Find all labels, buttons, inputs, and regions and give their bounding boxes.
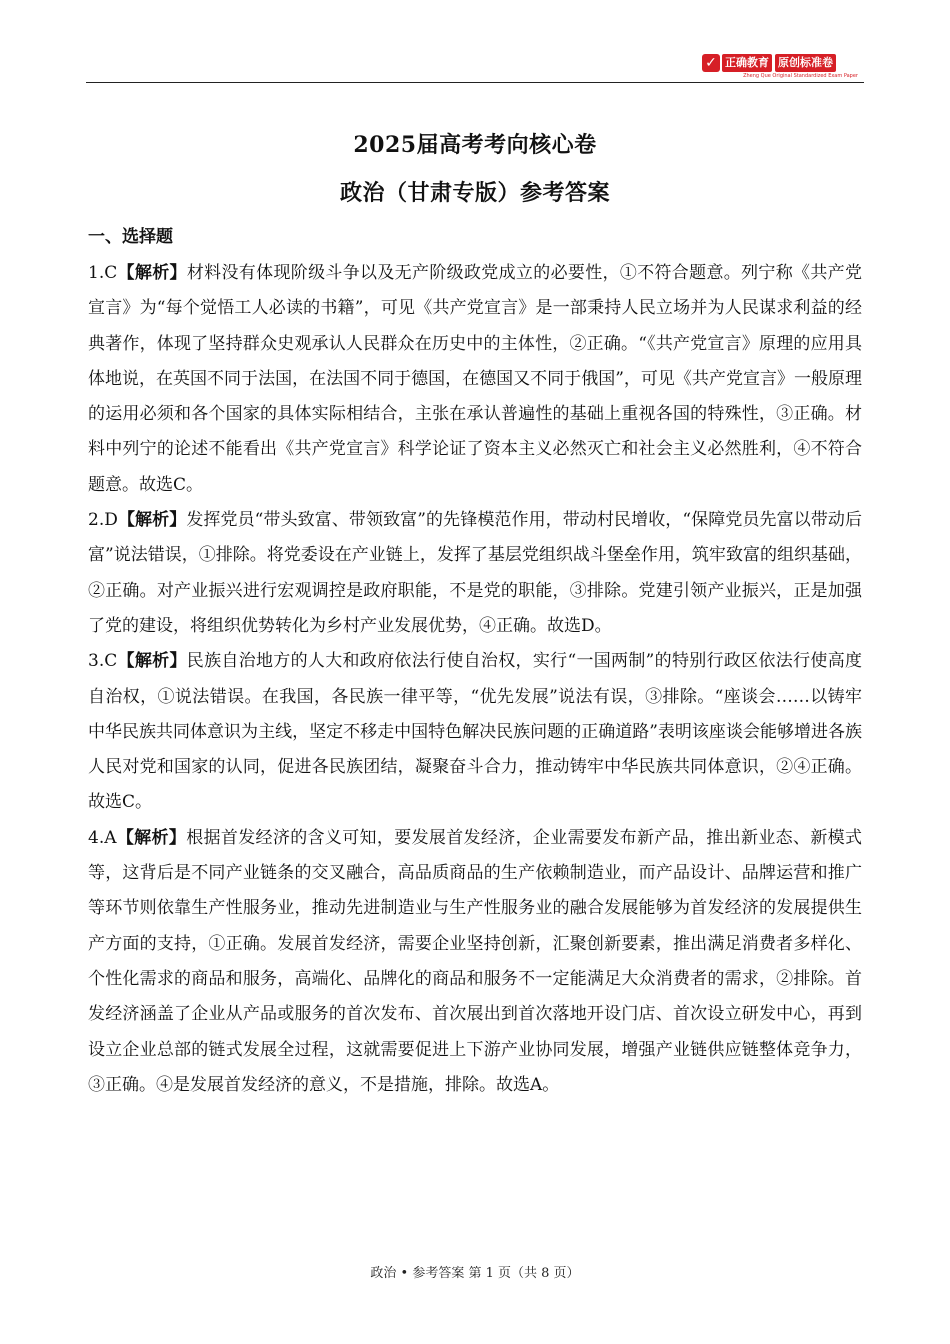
answer-list bbox=[88, 256, 862, 1103]
analysis-tag: 【解析】 bbox=[117, 510, 187, 531]
answer-text: 材料没有体现阶级斗争以及无产阶级政党成立的必要性，①不符合题意。列宁称《共产党宣言》为“每个觉悟工人必读的书籍”，可见《共产党宣言》是一部秉持人民立场并为人民谋求利益的经典著作，体现了坚持群众史观承认人民群众在历史中的主体性，②正确。“《共产党宣言》原理的应用具体地说，在英国不同于法国，在法国不同于德国，在德国又不同于俄国”，可见《共产党宣言》一般原理的运用必须和各个国家的具体实际相结合，主张在承认普遍性的基础上重视各国的特殊性，③正确。材料中列宁的论述不能看出《共产党宣言》科学论证了资本主义必然灭亡和社会主义必然胜利，④不符合题意。故选C。 bbox=[88, 263, 863, 495]
logo-row bbox=[702, 54, 858, 72]
logo-slogan: 原创标准卷 bbox=[775, 54, 836, 72]
logo-brand-name: 正确教育 bbox=[722, 54, 772, 72]
analysis-tag: 【解析】 bbox=[117, 651, 187, 672]
document-subtitle: 政治（甘肃专版）参考答案 bbox=[339, 180, 610, 206]
brand-logo bbox=[702, 54, 858, 80]
analysis-tag: 【解析】 bbox=[116, 827, 187, 848]
answer-item-2 bbox=[88, 503, 862, 644]
header-divider bbox=[86, 82, 864, 83]
page-footer: 政治 • 参考答案 第 1 页（共 8 页） bbox=[370, 1266, 580, 1281]
document-title: 2025届高考考向核心卷 bbox=[353, 132, 597, 158]
analysis-tag: 【解析】 bbox=[117, 263, 187, 283]
answer-item-3 bbox=[88, 644, 862, 820]
answer-text: 发挥党员“带头致富、带领致富”的先锋模范作用，带动村民增收，“保障党员先富以带动后富”说法错误，①排除。将党委设在产业链上，发挥了基层党组织战斗堡垒作用，筑牢致富的组织基础，②正确。对产业振兴进行宏观调控是政府职能，不是党的职能，③排除。党建引领产业振兴，正是加强了党的建设，将组织优势转化为乡村产业发展优势，④正确。故选D。 bbox=[88, 510, 862, 636]
answer-item-4 bbox=[88, 821, 862, 1103]
answer-text: 民族自治地方的人大和政府依法行使自治权，实行“一国两制”的特别行政区依法行使高度自治权，①说法错误。在我国，各民族一律平等，“优先发展”说法有误，③排除。“座谈会……以铸牢中华民族共同体意识为主线，坚定不移走中国特色解决民族问题的正确道路”表明该座谈会能够增进各族人民对党和国家的认同，促进各民族团结，凝聚奋斗合力，推动铸牢中华民族共同体意识，②④正确。故选C。 bbox=[88, 651, 863, 813]
answer-label: 2.D bbox=[88, 510, 118, 531]
answer-text: 根据首发经济的含义可知，要发展首发经济，企业需要发布新产品，推出新业态、新模式等，这背后是不同产业链条的交叉融合，高品质商品的生产依赖制造业，而产品设计、品牌运营和推广等环节则依靠生产性服务业，推动先进制造业与生产性服务业的融合发展能够为首发经济的发展提供生产方面的支持，①正确。发展首发经济，需要企业坚持创新，汇聚创新要素，推出满足消费者多样化、个性化需求的商品和服务，高端化、品牌化的商品和服务不一定能满足大众消费者的需求，②排除。首发经济涵盖了企业从产品或服务的首次发布、首次展出到首次落地开设门店、首次设立研发中心，再到设立企业总部的链式发展全过程，这就需要促进上下游产业协同发展，增强产业链供应链整体竞争力，③正确。④是发展首发经济的意义，不是措施，排除。故选A。 bbox=[88, 827, 862, 1095]
answer-label: 4.A bbox=[88, 827, 117, 848]
answer-label: 1.C bbox=[88, 263, 118, 283]
answer-label: 3.C bbox=[88, 651, 118, 672]
section-heading: 一、选择题 bbox=[88, 227, 173, 247]
logo-subtitle: Zheng Que Original Standardized Exam Paper bbox=[743, 73, 858, 79]
answer-item-1 bbox=[88, 256, 862, 503]
check-icon: ✓ bbox=[702, 54, 720, 72]
